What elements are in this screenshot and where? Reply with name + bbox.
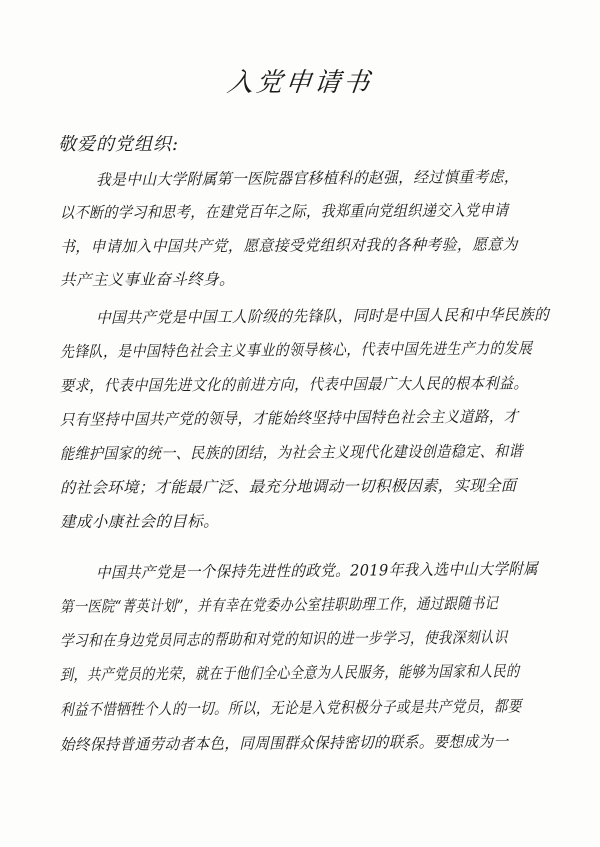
paragraph-line: 中国共产党是中国工人阶级的先锋队，同时是中国人民和中华民族的 xyxy=(95,305,550,327)
paragraph-line: 要求，代表中国先进文化的前进方向，代表中国最广大人民的根本利益。 xyxy=(59,374,529,395)
paragraph-line: 第一医院“菁英计划”，并有幸在党委办公室挂职助理工作，通过跟随书记 xyxy=(59,594,499,616)
paragraph-line: 共产主义事业奋斗终身。 xyxy=(59,270,235,289)
paragraph-line: 的社会环境；才能最广泛、最充分地调动一切积极因素，实现全面 xyxy=(59,476,517,497)
paragraph-line: 利益不惜牺牲个人的一切。所以，无论是入党积极分子或是共产党员，都要 xyxy=(59,697,522,719)
paragraph-line: 我是中山大学附属第一医院器官移植科的赵强，经过慎重考虑， xyxy=(95,167,519,189)
letter-salutation: 敬爱的党组织: xyxy=(58,134,180,155)
paragraph-line: 到，共产党员的光荣，就在于他们全心全意为人民服务，能够为国家和人民的 xyxy=(59,662,520,684)
paragraph-line: 书，申请加入中国共产党，愿意接受党组织对我的各种考验，愿意为 xyxy=(59,235,518,256)
paragraph-line: 只有坚持中国共产党的领导，才能始终坚持中国特色社会主义道路，才 xyxy=(59,407,519,429)
paragraph-line: 中国共产党是一个保持先进性的政党。2019年我入选中山大学附属 xyxy=(95,559,539,582)
letter-title: 入党申请书 xyxy=(225,68,374,98)
paragraph-line: 以不断的学习和思考，在建党百年之际，我郑重向党组织递交入党申请 xyxy=(59,201,509,222)
paragraph-line: 建成小康社会的目标。 xyxy=(59,512,220,531)
paragraph-line: 能维护国家的统一、民族的团结，为社会主义现代化建设创造稳定、和谐 xyxy=(59,442,524,463)
paragraph-line: 先锋队，是中国特色社会主义事业的领导核心，代表中国先进生产力的发展 xyxy=(59,339,533,361)
paragraph-line: 始终保持普通劳动者本色，同周围群众保持密切的联系。要想成为一 xyxy=(59,732,509,754)
paragraph-line: 学习和在身边党员同志的帮助和对党的知识的进一步学习，使我深刻认识 xyxy=(59,628,508,650)
